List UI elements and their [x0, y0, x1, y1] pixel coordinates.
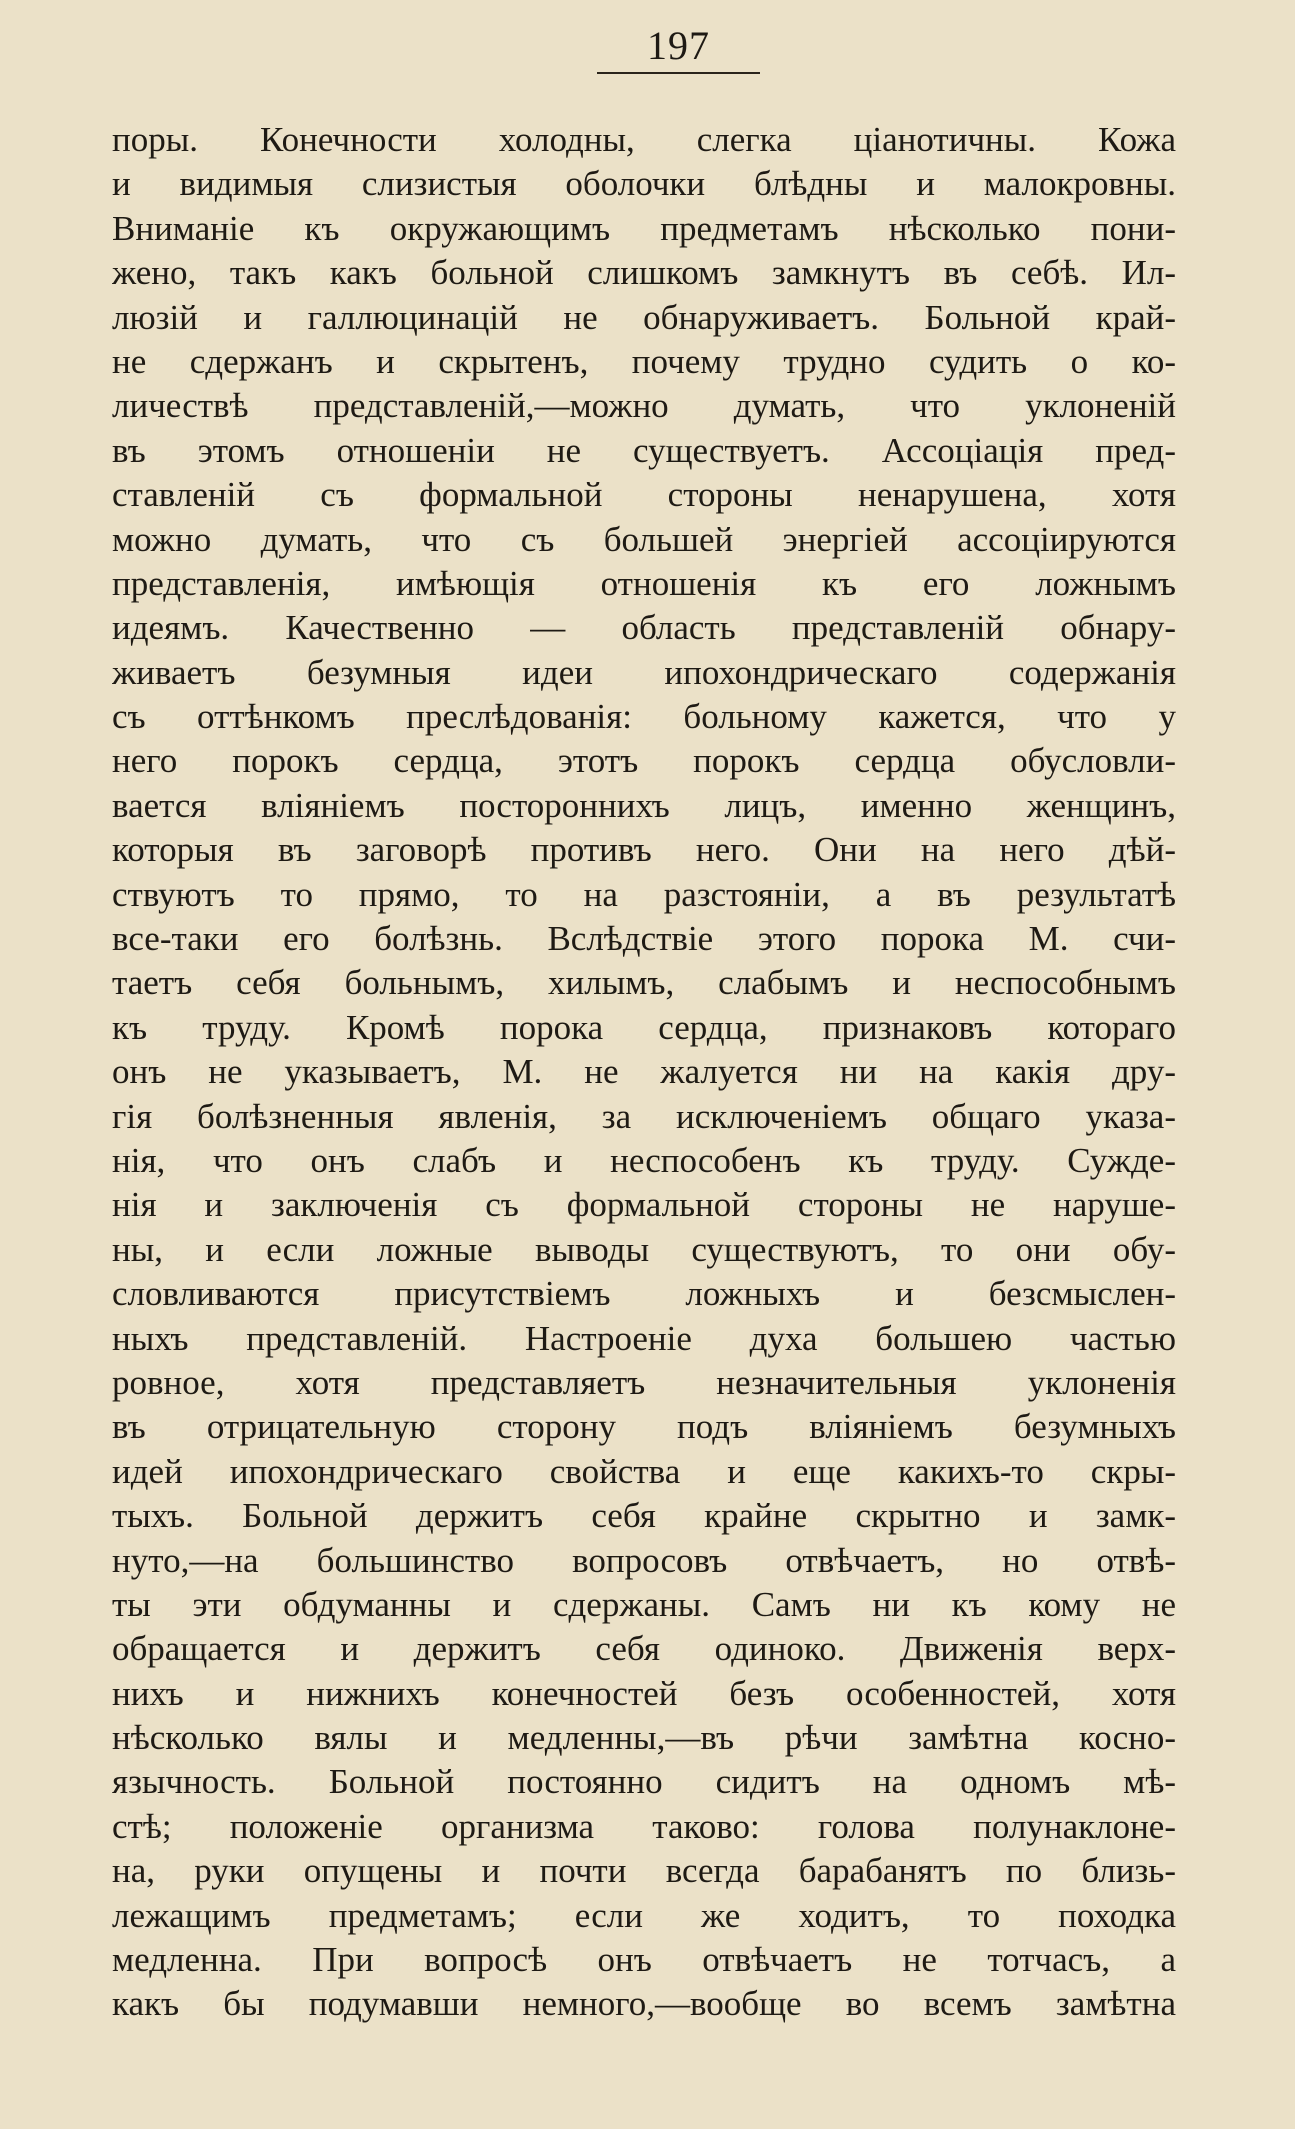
body-text: [112, 118, 1176, 2027]
text-line: къ труду. Кромѣ порока сердца, признаковъ котораго: [112, 1007, 1176, 1047]
text-line: на, руки опущены и почти всегда барабанятъ по близь-: [112, 1851, 1176, 1891]
page-header: [0, 22, 1295, 74]
text-line: ныхъ представленій. Настроеніе духа большею частью: [112, 1318, 1176, 1358]
text-line: представленія, имѣющія отношенія къ его ложнымъ: [112, 563, 1176, 603]
text-line: тыхъ. Больной держитъ себя крайне скрытно и замк-: [112, 1496, 1176, 1536]
text-line: съ оттѣнкомъ преслѣдованія: больному кажется, что у: [112, 697, 1176, 737]
text-line: гія болѣзненныя явленія, за исключеніемъ общаго указа-: [112, 1096, 1176, 1136]
text-line: медленна. При вопросѣ онъ отвѣчаетъ не тотчасъ, а: [112, 1940, 1176, 1980]
text-line: ствуютъ то прямо, то на разстояніи, а въ результатѣ: [112, 874, 1176, 914]
text-line: обращается и держитъ себя одиноко. Движенія верх-: [112, 1629, 1176, 1669]
text-line: нихъ и нижнихъ конечностей безъ особенностей, хотя: [112, 1673, 1176, 1713]
text-line: вается вліяніемъ постороннихъ лицъ, именно женщинъ,: [112, 785, 1176, 825]
text-line: нуто,—на большинство вопросовъ отвѣчаетъ, но отвѣ-: [112, 1540, 1176, 1580]
text-line: нія, что онъ слабъ и неспособенъ къ труду. Сужде-: [112, 1140, 1176, 1180]
text-line: ты эти обдуманны и сдержаны. Самъ ни къ кому не: [112, 1584, 1176, 1624]
text-line: идеямъ. Качественно — область представленій обнару-: [112, 608, 1176, 648]
text-line: словливаются присутствіемъ ложныхъ и безсмыслен-: [112, 1274, 1176, 1314]
page-number: 197: [597, 22, 760, 74]
text-line: въ этомъ отношеніи не существуетъ. Ассоціація пред-: [112, 430, 1176, 470]
text-line: все-таки его болѣзнь. Вслѣдствіе этого порока М. счи-: [112, 919, 1176, 959]
text-line: ны, и если ложные выводы существуютъ, то они обу-: [112, 1229, 1176, 1269]
text-line: стѣ; положеніе организма таково: голова полунаклоне-: [112, 1806, 1176, 1846]
text-line: какъ бы подумавши немного,—вообще во всемъ замѣтна: [112, 1984, 1176, 2024]
text-line: нѣсколько вялы и медленны,—въ рѣчи замѣтна косно-: [112, 1718, 1176, 1758]
text-line: личествѣ представленій,—можно думать, что уклоненій: [112, 386, 1176, 426]
text-line: въ отрицательную сторону подъ вліяніемъ безумныхъ: [112, 1407, 1176, 1447]
text-line: Вниманіе къ окружающимъ предметамъ нѣсколько пони-: [112, 208, 1176, 248]
text-line: люзій и галлюцинацій не обнаруживаетъ. Больной край-: [112, 297, 1176, 337]
text-line: живаетъ безумныя идеи ипохондрическаго содержанія: [112, 652, 1176, 692]
text-line: жено, такъ какъ больной слишкомъ замкнутъ въ себѣ. Ил-: [112, 253, 1176, 293]
text-line: не сдержанъ и скрытенъ, почему трудно судить о ко-: [112, 341, 1176, 381]
text-line: и видимыя слизистыя оболочки блѣдны и малокровны.: [112, 164, 1176, 204]
text-line: него порокъ сердца, этотъ порокъ сердца обусловли-: [112, 741, 1176, 781]
text-line: нія и заключенія съ формальной стороны не наруше-: [112, 1185, 1176, 1225]
text-line: ставленій съ формальной стороны ненарушена, хотя: [112, 475, 1176, 515]
text-line: которыя въ заговорѣ противъ него. Они на него дѣй-: [112, 830, 1176, 870]
text-line: онъ не указываетъ, М. не жалуется ни на какія дру-: [112, 1052, 1176, 1092]
text-line: ровное, хотя представляетъ незначительныя уклоненія: [112, 1362, 1176, 1402]
text-line: поры. Конечности холодны, слегка ціанотичны. Кожа: [112, 120, 1176, 159]
text-line: можно думать, что съ большей энергіей ассоціируются: [112, 519, 1176, 559]
text-line: язычность. Больной постоянно сидитъ на одномъ мѣ-: [112, 1762, 1176, 1802]
text-line: таетъ себя больнымъ, хилымъ, слабымъ и неспособнымъ: [112, 963, 1176, 1003]
text-line: лежащимъ предметамъ; если же ходитъ, то походка: [112, 1895, 1176, 1935]
text-line: идей ипохондрическаго свойства и еще какихъ-то скры-: [112, 1451, 1176, 1491]
